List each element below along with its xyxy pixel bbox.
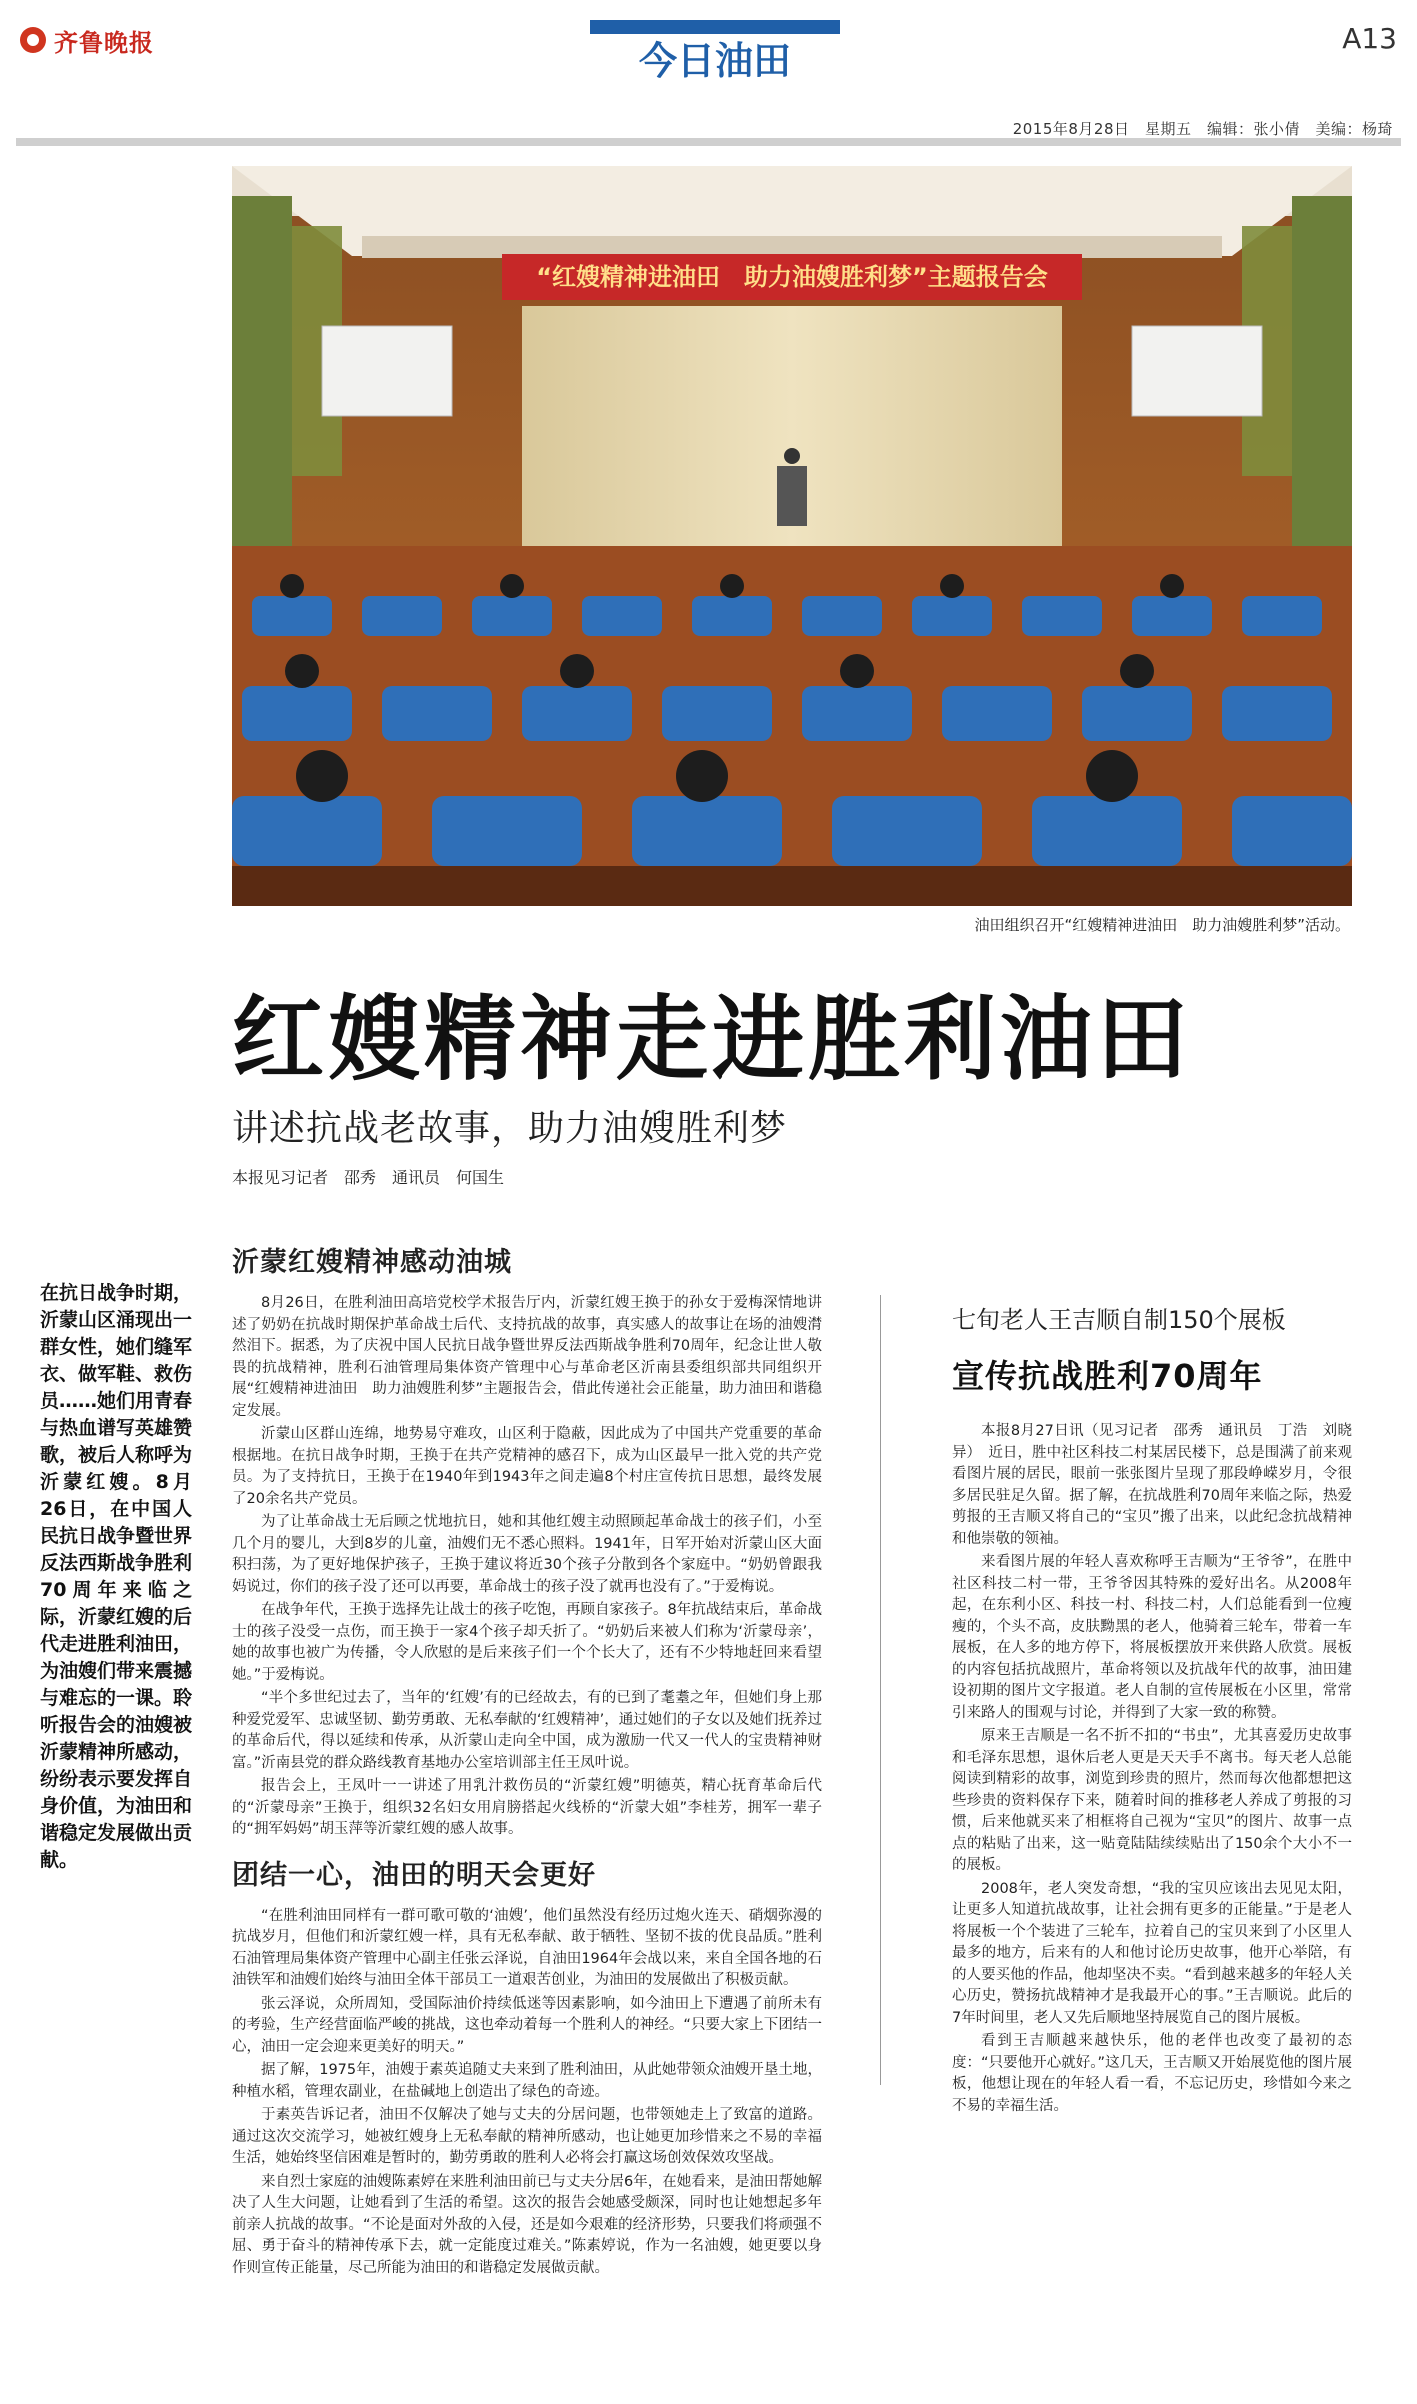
body-paragraph: “半个多世纪过去了，当年的‘红嫂’有的已经故去，有的已到了耄耋之年，但她们身上那种爱党爱军、忠诚坚韧、勤劳勇敢、无私奉献的‘红嫂精神’，通过她们的子女以及她们抚养过的革命后代，得以延续和传承，从沂蒙山走向全中国，成为激励一代又一代人的宝贵精神财富。”沂南县党的群众路线教育基地办公室培训部主任王凤叶说。 [232,1690,822,1771]
body-paragraph: 来自烈士家庭的油嫂陈素婷在来胜利油田前已与丈夫分居6年，在她看来，是油田帮她解决了人生大问题，让她看到了生活的希望。这次的报告会她感受颇深，同时也让她想起多年前亲人抗战的故事。“不论是面对外敌的入侵，还是如今艰难的经济形势，只要我们将顽强不屈、勇于奋斗的精神传承下去，就一定能度过难关。”陈素婷说，作为一名油嫂，她更要以身作则宣传正能量，尽己所能为油田的和谐稳定发展做贡献。 [232,2173,822,2276]
header-rule [16,138,1401,146]
lead-sidebar: 在抗日战争时期，沂蒙山区涌现出一群女性，她们缝军衣、做军鞋、救伤员……她们用青春与热血谱写英雄赞歌，被后人称呼为沂蒙红嫂。8月26日，在中国人民抗日战争暨世界反法西斯战争胜利70周年来临之际，沂蒙红嫂的后代走进胜利油田，为油嫂们带来震撼与难忘的一课。聆听报告会的油嫂被沂蒙精神所感动，纷纷表示要发挥自身价值，为油田和谐稳定发展做出贡献。 [40,1282,193,1871]
logo-icon [20,27,46,53]
photo-caption: 油田组织召开“红嫂精神进油田 助力油嫂胜利梦”活动。 [974,916,1350,934]
side-article-column [952,1300,1352,2119]
section-tab [590,20,840,88]
side-paragraph: 来看图片展的年轻人喜欢称呼王吉顺为“王爷爷”，在胜中社区科技二村一带，王爷爷因其特殊的爱好出名。从2008年起，在东利小区、科技一村、科技二村，人们总能看到一位瘦瘦的，个头不高，皮肤黝黑的老人，他骑着三轮车，带着一车展板，在人多的地方停下，将展板摆放开来供路人欣赏。展板的内容包括抗战照片，革命将领以及抗战年代的故事，油田建设初期的图片文字报道。老人自制的宣传展板在小区里，常常引来路人的围观与讨论，并得到了大家一致的称赞。 [952,1554,1352,1721]
auditorium-illustration [232,166,1352,906]
banner-text: “红嫂精神进油田 助力油嫂胜利梦”主题报告会 [536,263,1048,291]
body-paragraph: 报告会上，王凤叶一一讲述了用乳汁救伤员的“沂蒙红嫂”明德英，精心抚育革命后代的“沂蒙母亲”王换于，组织32名妇女用肩膀搭起火线桥的“沂蒙大姐”李桂芳，拥军一辈子的“拥军妈妈”胡玉萍等沂蒙红嫂的感人故事。 [232,1778,822,1837]
side-paragraph: 原来王吉顺是一名不折不扣的“书虫”，尤其喜爱历史故事和毛泽东思想，退休后老人更是天天手不离书。每天老人总能阅读到精彩的故事，浏览到珍贵的照片，然而每次他都想把这些珍贵的资料保存下来，随着时间的推移老人养成了剪报的习惯，后来他就买来了相框将自己视为“宝贝”的图片、故事一点点的粘贴了出来，这一贴竟陆陆续续贴出了150余个大小不一的展板。 [952,1728,1352,1873]
page-number: A13 [1342,22,1397,55]
section-bar [590,20,840,34]
byline: 本报见习记者 邵秀 通讯员 何国生 [232,1168,505,1187]
body-paragraph: 8月26日，在胜利油田高培党校学术报告厅内，沂蒙红嫂王换于的孙女于爱梅深情地讲述了奶奶在抗战时期保护革命战士后代、支持抗战的故事，真实感人的故事让在场的油嫂潸然泪下。据悉，为了庆祝中国人民抗日战争暨世界反法西斯战争胜利70周年，纪念让世人敬畏的抗战精神，胜利石油管理局集体资产管理中心与革命老区沂南县委组织部共同组织开展“红嫂精神进油田 助力油嫂胜利梦”主题报告会，借此传递社会正能量，助力油田和谐稳定发展。 [232,1295,822,1419]
paper-logo [20,20,180,60]
body-paragraph: 张云泽说，众所周知，受国际油价持续低迷等因素影响，如今油田上下遭遇了前所未有的考验，生产经营面临严峻的挑战，这也牵动着每一个胜利人的神经。“只要大家上下团结一心，油田一定会迎来更美好的明天。” [232,1995,822,2055]
body-paragraph: 为了让革命战士无后顾之忧地抗日，她和其他红嫂主动照顾起革命战士的孩子们，小至几个月的婴儿，大到8岁的儿童，油嫂们无不悉心照料。1941年，日军开始对沂蒙山区大面积扫荡，为了更好地保护孩子，王换于建议将近30个孩子分散到各个家庭中。“奶奶曾跟我妈说过，你们的孩子没了还可以再要，革命战士的孩子没了就再也没有了。”于爱梅说。 [232,1514,822,1595]
main-article-column [232,1240,822,2281]
subheadline: 讲述抗战老故事，助力油嫂胜利梦 [232,1108,788,1149]
section-title: 今日油田 [638,39,791,83]
section-heading-1: 沂蒙红嫂精神感动油城 [232,1247,512,1278]
headline: 红嫂精神走进胜利油田 [232,986,1193,1093]
section-heading-2: 团结一心，油田的明天会更好 [232,1859,596,1891]
dateline: 2015年8月28日 星期五 编辑：张小倩 美编：杨琦 [1012,120,1393,138]
body-paragraph: 于素英告诉记者，油田不仅解决了她与丈夫的分居问题，也带领她走上了致富的道路。通过这次交流学习，她被红嫂身上无私奉献的精神所感动，也让她更加珍惜来之不易的幸福生活，她始终坚信困难是暂时的，勤劳勇敢的胜利人必将会打赢这场创效保效攻坚战。 [232,2107,822,2166]
side-paragraph: 本报8月27日讯（见习记者 邵秀 通讯员 丁浩 刘晓异） 近日，胜中社区科技二村某居民楼下，总是围满了前来观看图片展的居民，眼前一张张图片呈现了那段峥嵘岁月，令很多居民驻足久留。据了解，在抗战胜利70周年来临之际，热爱剪报的王吉顺又将自己的“宝贝”搬了出来，以此纪念抗战精神和他崇敬的领袖。 [952,1423,1352,1547]
body-paragraph: “在胜利油田同样有一群可歌可敬的‘油嫂’，他们虽然没有经历过炮火连天、硝烟弥漫的抗战岁月，但他们和沂蒙红嫂一样，具有无私奉献、敢于牺牲、坚韧不拔的优良品质。”胜利石油管理局集体资产管理中心副主任张云泽说，自油田1964年会战以来，来自全国各地的石油铁军和油嫂们始终与油田全体干部员工一道艰苦创业，为油田的发展做出了积极贡献。 [232,1907,822,1988]
side-paragraph: 2008年，老人突发奇想，“我的宝贝应该出去见见太阳，让更多人知道抗战故事，让社会拥有更多的正能量。”于是老人将展板一个个装进了三轮车，拉着自己的宝贝来到了小区里人最多的地方，后来有的人和他讨论历史故事，他开心举陪，有的人要买他的作品，他却坚决不卖。“看到越来越多的年轻人关心历史，赞扬抗战精神才是我最开心的事。”王吉顺说。此后的7年时间里，老人又先后顺地坚持展览自己的图片展板。 [952,1880,1352,2026]
paper-name: 齐鲁晚报 [54,27,154,57]
side-article-headline: 宣传抗战胜利70周年 [952,1357,1263,1395]
body-paragraph: 据了解，1975年，油嫂于素英追随丈夫来到了胜利油田，从此她带领众油嫂开垦土地，种植水稻，管理农副业，在盐碱地上创造出了绿色的奇迹。 [232,2062,822,2100]
column-divider [880,1295,881,2085]
body-paragraph: 在战争年代，王换于选择先让战士的孩子吃饱，再顾自家孩子。8年抗战结束后，革命战士的孩子没受一点伤，而王换于一家4个孩子却夭折了。“奶奶后来被人们称为‘沂蒙母亲’，她的故事也被广为传播，令人欣慰的是后来孩子们一个个长大了，还有不少特地赶回来看望她。”于爱梅说。 [232,1602,822,1683]
side-article-kicker: 七旬老人王吉顺自制150个展板 [952,1306,1286,1334]
side-paragraph: 看到王吉顺越来越快乐，他的老伴也改变了最初的态度：“只要他开心就好。”这几天，王吉顺又开始展览他的图片展板，他想让现在的年轻人看一看，不忘记历史，珍惜如今来之不易的幸福生活。 [952,2033,1352,2114]
news-photo [232,166,1352,906]
body-paragraph: 沂蒙山区群山连绵，地势易守难攻，山区利于隐蔽，因此成为了中国共产党重要的革命根据地。在抗日战争时期，王换于在共产党精神的感召下，成为山区最早一批入党的共产党员。为了支持抗日，王换于在1940年到1943年之间走遍8个村庄宣传抗日思想，最终发展了20余名共产党员。 [232,1426,822,1507]
